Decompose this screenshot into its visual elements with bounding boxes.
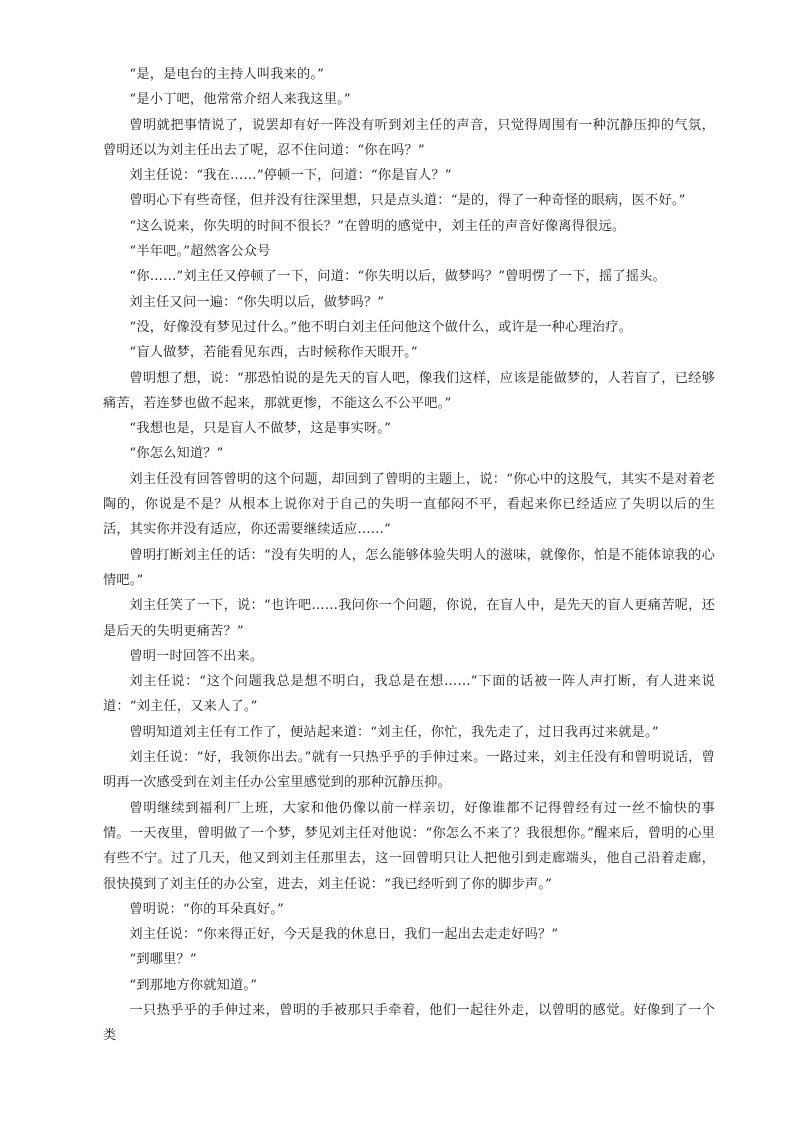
paragraph: “盲人做梦，若能看见东西，古时候称作天眼开。” xyxy=(129,345,418,361)
paragraph: “半年吧。”超然客公众号 xyxy=(129,244,271,260)
paragraph: 曾明继续到福利厂上班，大家和他仍像以前一样亲切，好像谁都不记得曾经有过一丝不愉快的事情。一天夜里，曾明做了一个梦，梦见刘主任对他说：“你怎么不来了？我很想你。”醒来后，曾明的心里有些不宁。过了几天，他又到刘主任那里去，这一回曾明只让人把他引到走廊端头，他自己沿着走廊，很快摸到了刘主任的办公室，进去，刘主任说：“我已经听到了你的脚步声。” xyxy=(103,800,715,892)
paragraph: 曾明心下有些奇怪，但并没有往深里想，只是点头道：“是的，得了一种奇怪的眼病，医不好。” xyxy=(129,193,686,209)
paragraph: 刘主任说：“你来得正好，今天是我的休息日，我们一起出去走走好吗？” xyxy=(129,927,559,943)
paragraph: “是小丁吧，他常常介绍人来我这里。” xyxy=(129,92,351,108)
paragraph: “是，是电台的主持人叫我来的。” xyxy=(129,67,325,82)
paragraph: 刘主任说：“好，我领你出去。”就有一只热乎乎的手伸过来。一路过来，刘主任没有和曾明说话，曾明再一次感受到在刘主任办公室里感觉到的那种沉静压抑。 xyxy=(103,750,715,791)
paragraph: 刘主任说：“我在……”停顿一下，问道：“你是盲人？” xyxy=(129,168,452,184)
paragraph: 刘主任又问一遍：“你失明以后，做梦吗？” xyxy=(129,294,385,310)
paragraph: 一只热乎乎的手伸过来，曾明的手被那只手牵着，他们一起往外走，以曾明的感觉。好像到了一个类 xyxy=(103,1002,715,1044)
paragraph: “到哪里？” xyxy=(129,952,197,968)
paragraph: 曾明打断刘主任的话：“没有失明的人，怎么能够体验失明人的滋味，就像你，怕是不能体谅我的心情吧。” xyxy=(103,547,715,588)
story-text xyxy=(103,62,715,1049)
paragraph: 刘主任没有回答曾明的这个问题，却回到了曾明的主题上，说：“你心中的这股气，其实不是对着老陶的，你说是不是？从根本上说你对于自己的失明一直郁闷不平，看起来你已经适应了失明以后的生活，其实你并没有适应，你还需要继续适应……” xyxy=(103,471,715,538)
paragraph: 曾明想了想，说：“那恐怕说的是先天的盲人吧，像我们这样，应该是能做梦的，人若盲了，已经够痛苦，若连梦也做不起来，那就更惨，不能这么不公平吧。” xyxy=(103,370,715,411)
paragraph: “没，好像没有梦见过什么。”他不明白刘主任问他这个做什么，或许是一种心理治疗。 xyxy=(129,319,633,335)
paragraph: “你怎么知道？” xyxy=(129,446,224,462)
paragraph: “到那地方你就知道。” xyxy=(129,977,258,993)
paragraph: “这么说来，你失明的时间不很长？”在曾明的感觉中，刘主任的声音好像离得很远。 xyxy=(129,218,626,234)
paragraph: 曾明知道刘主任有工作了，便站起来道：“刘主任，你忙，我先走了，过日我再过来就是。” xyxy=(129,724,659,740)
paragraph: “你……”刘主任又停顿了一下，问道：“你失明以后，做梦吗？”曾明愣了一下，摇了摇头。 xyxy=(129,269,666,285)
paragraph: 曾明说：“你的耳朵真好。” xyxy=(129,901,284,917)
paragraph: 刘主任笑了一下，说：“也许吧……我问你一个问题，你说，在盲人中，是先天的盲人更痛苦呢，还是后天的失明更痛苦？” xyxy=(103,598,715,639)
paragraph: 曾明就把事情说了，说罢却有好一阵没有听到刘主任的声音，只觉得周围有一种沉静压抑的气氛，曾明还以为刘主任出去了呢，忍不住问道：“你在吗？” xyxy=(103,117,715,158)
paragraph: “我想也是，只是盲人不做梦，这是事实呀。” xyxy=(129,421,392,437)
paragraph: 刘主任说：“这个问题我总是想不明白，我总是在想……”下面的话被一阵人声打断，有人进来说道：“刘主任，又来人了。” xyxy=(103,674,715,715)
paragraph: 曾明一时回答不出来。 xyxy=(129,648,264,664)
